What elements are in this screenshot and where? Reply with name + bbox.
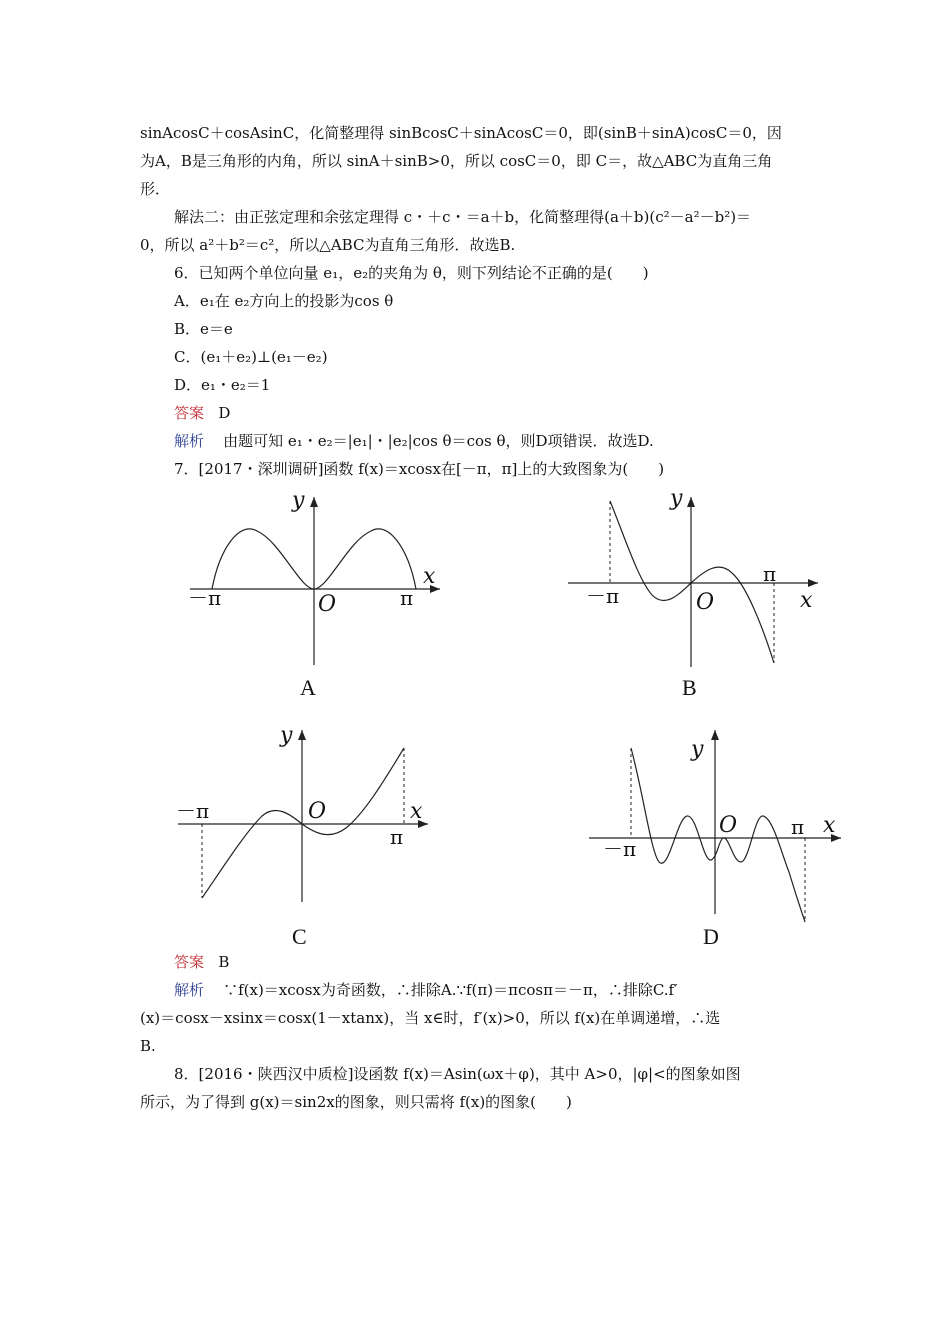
neg-pi-label: －π bbox=[603, 837, 637, 861]
caption-c: C bbox=[292, 924, 307, 949]
answer-label: 答案 bbox=[174, 953, 205, 971]
pi-label: π bbox=[390, 825, 404, 849]
explanation-6 bbox=[174, 431, 654, 451]
pi-label: π bbox=[791, 815, 805, 839]
x-label: x bbox=[423, 564, 436, 589]
y-label: y bbox=[691, 737, 704, 762]
origin-label: O bbox=[696, 590, 715, 615]
graph-a bbox=[180, 485, 460, 705]
option-b: B．e＝e bbox=[174, 320, 233, 338]
question-6: 6．已知两个单位向量 e₁，e₂的夹角为 θ，则下列结论不正确的是( ) bbox=[174, 264, 649, 282]
x-label: x bbox=[410, 799, 423, 824]
arrow-icon bbox=[711, 730, 719, 740]
neg-pi-label: －π bbox=[586, 584, 620, 608]
answer-7 bbox=[174, 952, 229, 972]
y-label: y bbox=[280, 723, 293, 748]
caption-d: D bbox=[703, 924, 719, 949]
neg-pi-label: －π bbox=[188, 586, 222, 610]
explanation-text: 由题可知 e₁・e₂＝|e₁|・|e₂|cos θ＝cos θ，则D项错误．故选D. bbox=[223, 432, 654, 450]
arrow-icon bbox=[298, 730, 306, 740]
text-line: 解法二：由正弦定理和余弦定理得 c・＋c・＝a＋b，化简整理得(a＋b)(c²－a²－b²)＝ bbox=[174, 208, 752, 226]
arrow-icon bbox=[687, 497, 695, 507]
answer-label: 答案 bbox=[174, 404, 205, 422]
x-label: x bbox=[800, 588, 813, 613]
arrow-icon bbox=[310, 497, 318, 507]
y-label: y bbox=[292, 488, 305, 513]
option-a: A．e₁在 e₂方向上的投影为cos θ bbox=[174, 292, 394, 310]
explanation-label: 解析 bbox=[174, 432, 205, 450]
caption-a: A bbox=[300, 675, 316, 700]
text-line: sinAcosC＋cosAsinC，化简整理得 sinBcosC＋sinAcosC＝0，即(sinB＋sinA)cosC＝0，因 bbox=[140, 124, 782, 142]
pi-label: π bbox=[400, 586, 414, 610]
text-line: B. bbox=[140, 1037, 156, 1055]
text-line: 为A，B是三角形的内角，所以 sinA＋sinB>0，所以 cosC＝0，即 C＝，故△ABC为直角三角 bbox=[140, 152, 773, 170]
pi-label: π bbox=[763, 562, 777, 586]
question-7: 7．[2017・深圳调研]函数 f(x)＝xcosx在[－π，π]上的大致图象为( ) bbox=[174, 460, 665, 478]
question-8: 8．[2016・陕西汉中质检]设函数 f(x)＝Asin(ωx＋φ)，其中 A>0，|φ|<的图象如图 bbox=[174, 1065, 741, 1083]
origin-label: O bbox=[308, 799, 327, 824]
caption-b: B bbox=[682, 675, 697, 700]
curve bbox=[202, 748, 404, 898]
graph-c bbox=[170, 722, 440, 952]
answer-value: B bbox=[218, 953, 230, 971]
origin-label: O bbox=[719, 813, 738, 838]
y-label: y bbox=[670, 486, 683, 511]
option-d: D．e₁・e₂＝1 bbox=[174, 376, 271, 394]
origin-label: O bbox=[318, 592, 337, 617]
text-line: (x)＝cosx－xsinx＝cosx(1－xtanx)，当 x∈时，f′(x)>0，所以 f(x)在单调递增，∴选 bbox=[140, 1009, 721, 1027]
explanation-label: 解析 bbox=[174, 981, 205, 999]
text-line: 形． bbox=[140, 180, 171, 198]
answer-value: D bbox=[218, 404, 231, 422]
curve bbox=[631, 748, 805, 922]
option-c: C．(e₁＋e₂)⊥(e₁－e₂) bbox=[174, 348, 328, 366]
arrow-icon bbox=[808, 579, 818, 587]
neg-pi-label: －π bbox=[176, 799, 210, 823]
x-label: x bbox=[823, 813, 836, 838]
text-line: 所示，为了得到 g(x)＝sin2x的图象，则只需将 f(x)的图象( ) bbox=[140, 1093, 572, 1111]
explanation-7 bbox=[174, 980, 678, 1000]
graph-b bbox=[560, 485, 830, 705]
explanation-text: ∵f(x)＝xcosx为奇函数，∴排除A.∵f(π)＝πcosπ＝－π，∴排除C.f′ bbox=[223, 981, 678, 999]
graph-d bbox=[585, 722, 855, 952]
curve bbox=[610, 501, 777, 663]
answer-6 bbox=[174, 403, 230, 423]
text-line: 0，所以 a²＋b²＝c²，所以△ABC为直角三角形．故选B. bbox=[140, 236, 516, 254]
